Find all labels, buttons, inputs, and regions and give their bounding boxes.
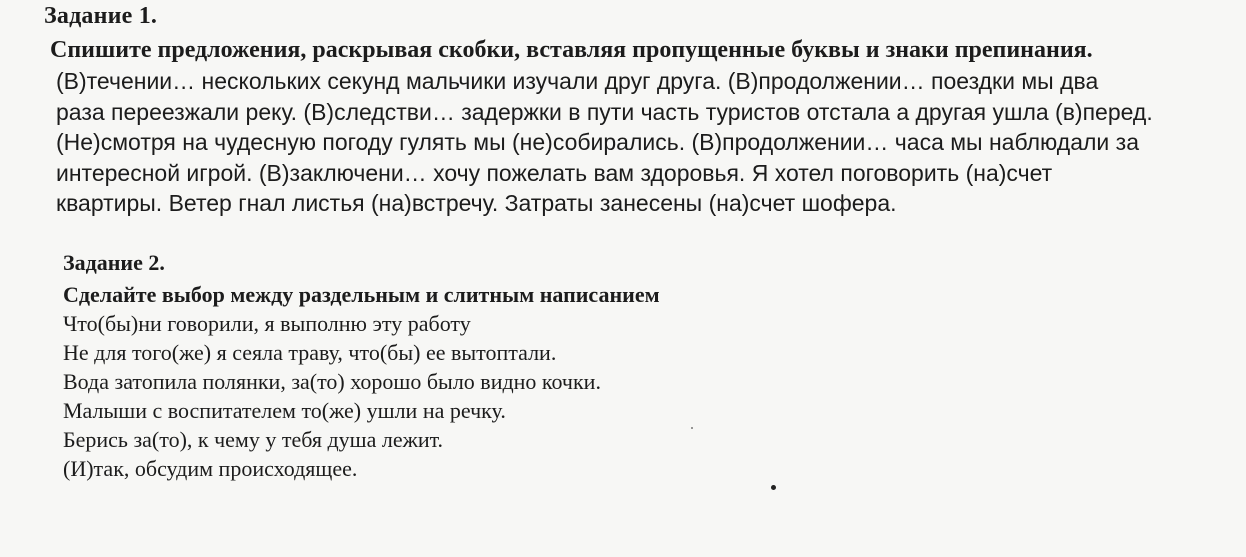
task2-sentence: Малыши с воспитателем то(же) ушли на речку. — [63, 398, 506, 423]
task2-title: Задание 2. — [63, 250, 165, 275]
task1-instruction: Спишите предложения, раскрывая скобки, вставляя пропущенные буквы и знаки препинания. — [50, 37, 1093, 63]
task1-title: Задание 1. — [44, 3, 158, 29]
task2-sentence: Не для того(же) я сеяла траву, что(бы) ее вытоптали. — [63, 340, 557, 365]
task2-instruction: Сделайте выбор между раздельным и слитным написанием — [63, 282, 660, 307]
task1-line: (В)течении… нескольких секунд мальчики изучали друг друга. (В)продолжении… поездки мы два — [56, 68, 1099, 94]
ink-speck — [771, 485, 776, 490]
ink-speck — [691, 427, 693, 429]
task2-sentence: Берись за(то), к чему у тебя душа лежит. — [63, 427, 444, 452]
task1-line: интересной игрой. (В)заключени… хочу пожелать вам здоровья. Я хотел поговорить (на)счет — [56, 159, 1053, 186]
task2-sentence: Что(бы)ни говорили, я выполню эту работу — [63, 311, 471, 336]
task2-sentence: (И)так, обсудим происходящее. — [63, 456, 358, 481]
task1-line: раза переезжали реку. (В)следстви… задержки в пути часть туристов отстала а другая ушла (в)перед. — [56, 98, 1153, 125]
task1-text — [56, 66, 1196, 219]
task1-line: квартиры. Ветер гнал листья (на)встречу. Затраты занесены (на)счет шофера. — [56, 190, 897, 216]
task1-line: (Не)смотря на чудесную погоду гулять мы (не)собирались. (В)продолжении… часа мы наблюдали за — [56, 129, 1139, 155]
task2-sentence-list — [63, 309, 601, 483]
task2-sentence: Вода затопила полянки, за(то) хорошо было видно кочки. — [63, 369, 601, 394]
